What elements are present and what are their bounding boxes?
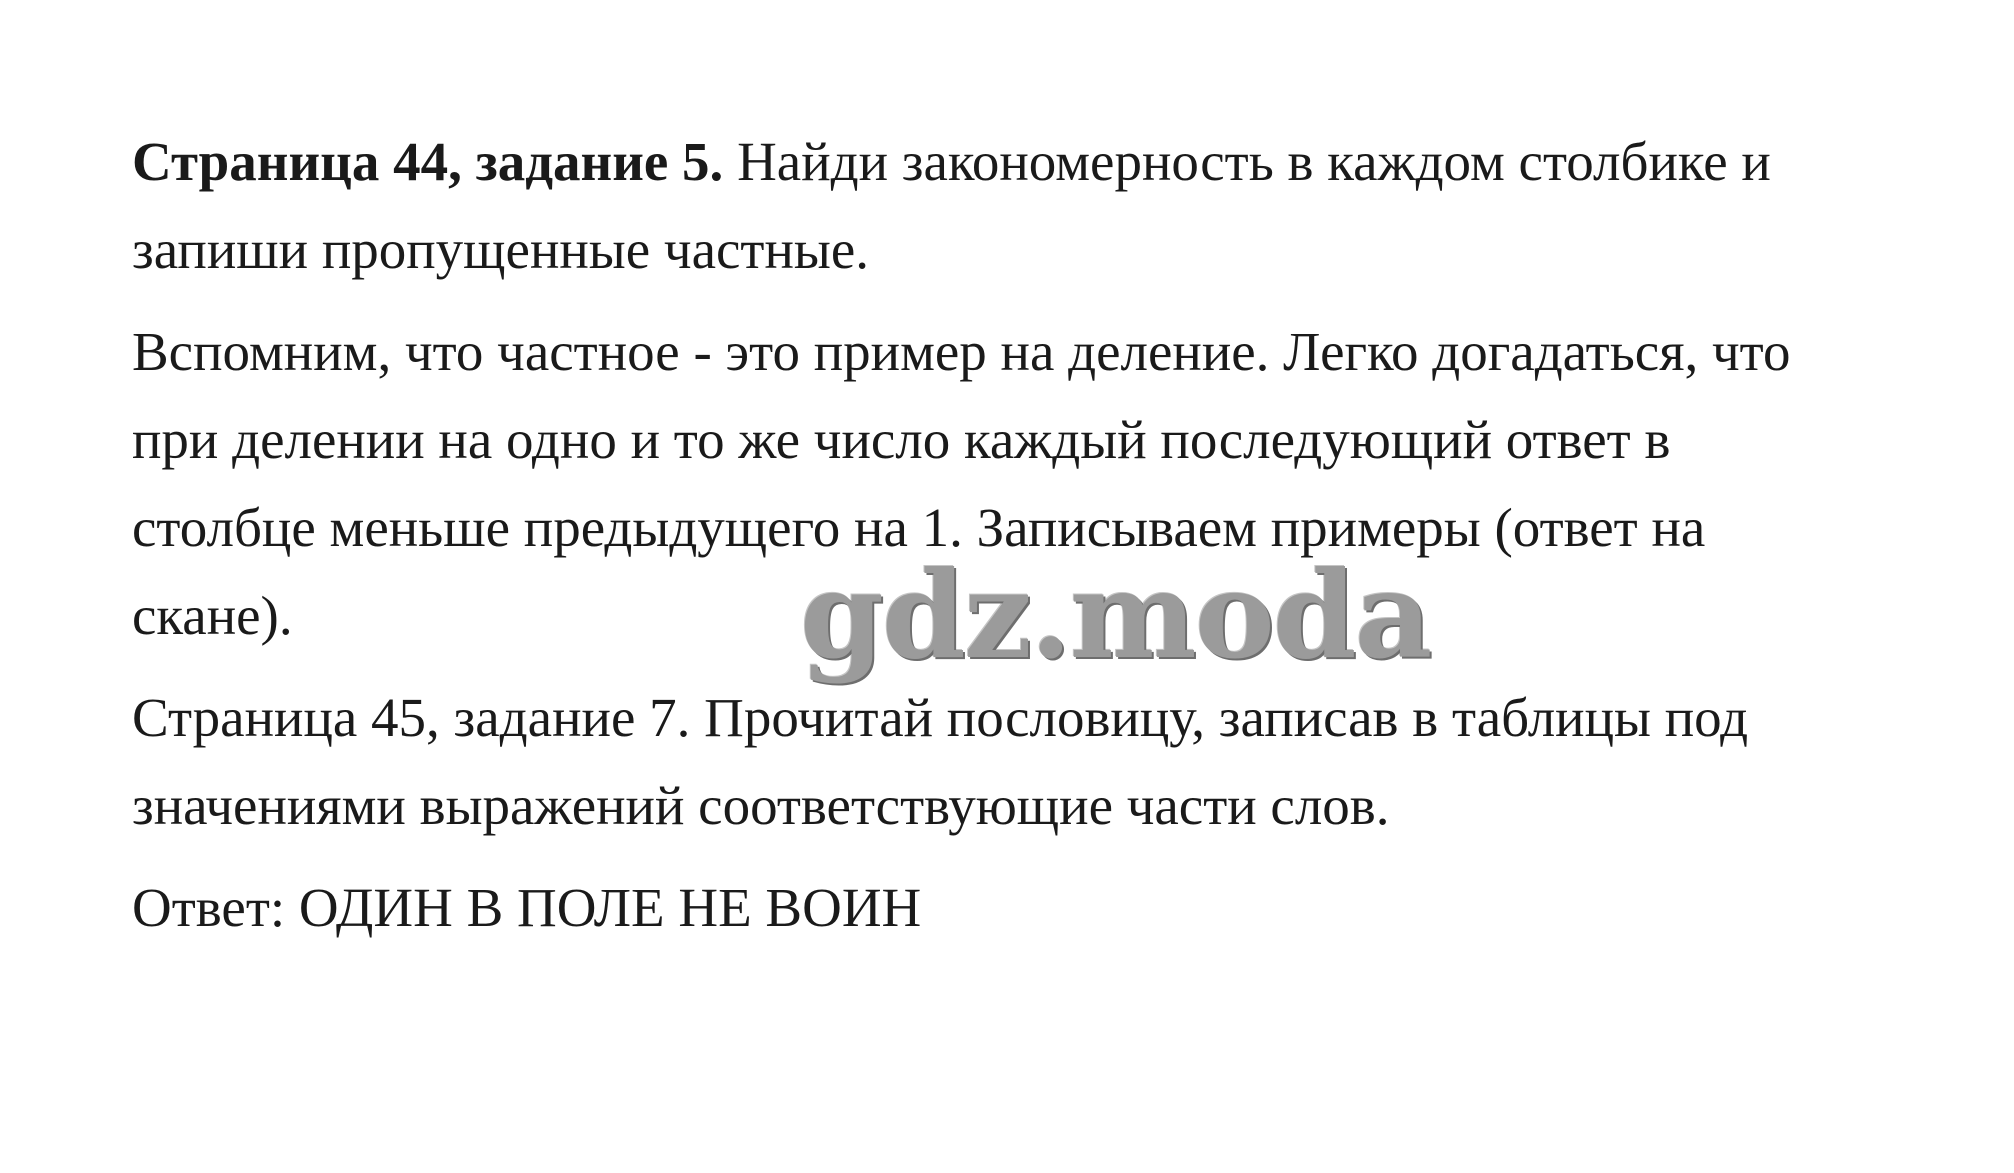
task-1-paragraph [132, 118, 1932, 294]
task-2-line-1: Страница 45, задание 7. Прочитай пословицу, записав в таблицы под [132, 687, 1749, 748]
task-1-text-line-1: Найди закономерность в каждом столбике и [723, 131, 1771, 192]
answer-paragraph [132, 864, 1932, 952]
explanation-line-3: столбце меньше предыдущего на 1. Записываем примеры (ответ на [132, 497, 1706, 558]
task-1-text-line-2: запиши пропущенные частные. [132, 219, 869, 280]
explanation-line-1: Вспомним, что частное - это пример на деление. Легко догадаться, что [132, 321, 1791, 382]
task-2-line-2: значениями выражений соответствующие части слов. [132, 775, 1390, 836]
task-1-heading: Страница 44, задание 5. [132, 131, 724, 192]
answer-text: Ответ: ОДИН В ПОЛЕ НЕ ВОИН [132, 877, 922, 938]
explanation-line-4: скане). [132, 585, 293, 646]
watermark-logo: gdz.moda [800, 545, 1431, 686]
explanation-line-2: при делении на одно и то же число каждый последующий ответ в [132, 409, 1671, 470]
task-2-paragraph [132, 674, 1932, 850]
document-page [132, 118, 1932, 952]
